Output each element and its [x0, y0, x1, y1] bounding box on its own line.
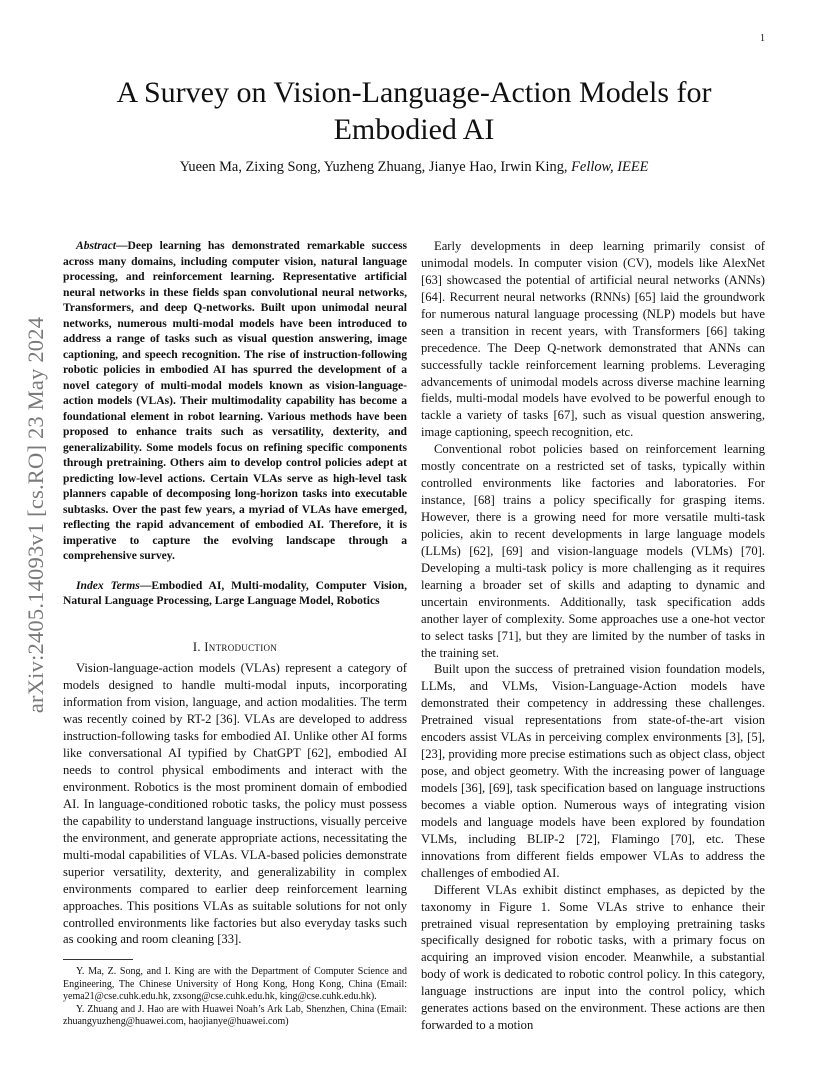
paragraph-conventional-policies: Conventional robot policies based on reinforcement learning mostly concentrate on a restricted set of tasks, typically within controlled environments like factories and laboratories. For instance, [68] trains a policy specifically for grasping items. However, there is a growing need for more versatile multi-task policies, akin to recent developments in large language models (LLMs) [62], [69] and vision-language models (VLMs) [70]. Developing a multi-task policy is more challenging as it requires learning a broader set of skills and adapting to dynamic and uncertain environments. Additionally, task specification adds another layer of complexity. Some approaches use a one-hot vector to select tasks [71], but they are limited by the number of tasks in the training set.	[421, 442, 765, 660]
section-first-letter: I	[204, 639, 209, 654]
index-terms	[63, 578, 407, 609]
index-terms-label: Index Terms	[76, 578, 140, 592]
paragraph-different-vlas: Different VLAs exhibit distinct emphases, as depicted by the taxonomy in Figure 1. Some VLAs strive to enhance their pretrained visual representation by employing pretraining tasks specifically designed for robotic tasks, with a primary focus on acquiring an improved vision encoder. Meanwhile, a substantial body of work is dedicated to robotic control policy. In this category, language instructions are input into the control policy, which generates actions based on the environment. These actions are then forwarded to a motion	[421, 882, 765, 1033]
page-number: 1	[760, 33, 765, 44]
author-names: Yueen Ma, Zixing Song, Yuzheng Zhuang, Jianye Hao, Irwin King,	[179, 159, 568, 175]
left-column	[63, 238, 407, 1028]
right-column	[421, 238, 765, 1034]
footnote-divider	[63, 959, 133, 960]
footnotes	[63, 966, 407, 1028]
author-list	[60, 159, 768, 176]
paragraph-early-developments: Early developments in deep learning primarily consist of unimodal models. In computer vision (CV), models like AlexNet [63] showcased the potential of artificial neural networks (ANNs) [64]. Recurrent neural networks (RNNs) [65] laid the groundwork for numerous natural language processing (NLP) models but have seen a transition in recent years, with Transformers [66] taking precedence. The Deep Q-network demonstrated that ANNs can successfully tackle reinforcement learning problems. Leveraging advancements of unimodal models across diverse machine learning fields, multi-modal models have evolved to be powerful enough to tackle a variety of tasks [67], such as visual question answering, image captioning, speech recognition, etc.	[421, 239, 765, 440]
abstract-text: —Deep learning has demonstrated remarkable success across many domains, including computer vision, natural language processing, and reinforcement learning. Representative artificial neural networks in these fields span convolutional neural networks, Transformers, and deep Q-networks. Built upon unimodal neural networks, numerous multi-modal models have been introduced to address a range of tasks such as visual question answering, image captioning, and speech recognition. The rise of instruction-following robotic policies in embodied AI has spurred the development of a novel category of multi-modal models known as vision-language-action models (VLAs). Their multimodality capability has become a foundational element in robot learning. Various methods have been proposed to enhance traits such as versatility, dexterity, and generalizability. Some models focus on refining specific components through pretraining. Others aim to develop control policies adept at predicting low-level actions. Certain VLAs serve as high-level task planners capable of decomposing long-horizon tasks into executable subtasks. Over the past few years, a myriad of VLAs have emerged, reflecting the rapid advancement of embodied AI. Therefore, it is imperative to capture the evolving landscape through a comprehensive survey.	[63, 239, 407, 562]
author-suffix: Fellow, IEEE	[571, 159, 649, 175]
footnote-affiliation-cuhk: Y. Ma, Z. Song, and I. King are with the Department of Computer Science and Engineering, The Chinese University of Hong Kong, Hong Kong, China (Email: yema21@cse.cuhk.edu.hk, zxsong@cse.cuhk.edu.hk, king@cse.cuhk.edu.hk).	[63, 966, 407, 1003]
intro-paragraph: Vision-language-action models (VLAs) represent a category of models designed to handle multi-modal inputs, incorporating information from vision, language, and action modalities. The term was recently coined by RT-2 [36]. VLAs are developed to address instruction-following tasks for embodied AI. Unlike other AI forms like conversational AI typified by ChatGPT [62], embodied AI needs to control physical embodiments and interact with the environment. Robotics is the most prominent domain of embodied AI. In language-conditioned robotic tasks, the policy must possess the capability to understand language instructions, visually perceive the environment, and generate appropriate actions, necessitating the multi-modal capabilities of VLAs. VLA-based policies demonstrate superior versatility, dexterity, and generalizability in complex environments compared to earlier deep reinforcement learning approaches. This positions VLAs as suitable solutions for not only controlled environments like factories but also everyday tasks such as cooking and room cleaning [33].	[63, 661, 407, 947]
footnote-affiliation-huawei: Y. Zhuang and J. Hao are with Huawei Noah’s Ark Lab, Shenzhen, China (Email: zhuangyuzheng@huawei.com, haojianye@huawei.com)	[63, 1003, 407, 1027]
section-number: I.	[192, 639, 201, 654]
paper-title: A Survey on Vision-Language-Action Models for Embodied AI	[116, 76, 712, 146]
arxiv-stamp	[18, 275, 54, 755]
index-terms-text: —Embodied AI, Multi-modality, Computer Vision, Natural Language Processing, Large Language Model, Robotics	[63, 578, 407, 607]
abstract-label: Abstract	[76, 239, 116, 252]
paragraph-built-upon: Built upon the success of pretrained vision foundation models, LLMs, and VLMs, Vision-Language-Action models have demonstrated their competency in addressing these challenges. Pretrained visual representations from state-of-the-art vision encoders assist VLAs in perceiving complex environments [3], [5], [23], providing more precise estimations such as object class, object pose, and object geometry. With the increasing power of language models [36], [69], task specification based on language instructions becomes a viable option. Numerous ways of integrating vision models and language models have been explored by foundation VLMs, including BLIP-2 [72], Flamingo [70], etc. These innovations from different fields empower VLAs to address the challenges of embodied AI.	[421, 662, 765, 880]
abstract	[63, 238, 407, 564]
arxiv-stamp-text: arXiv:2405.14093v1 [cs.RO] 23 May 2024	[23, 316, 48, 714]
section-heading-introduction	[63, 639, 407, 656]
section-title-rest: ntroduction	[208, 639, 278, 654]
